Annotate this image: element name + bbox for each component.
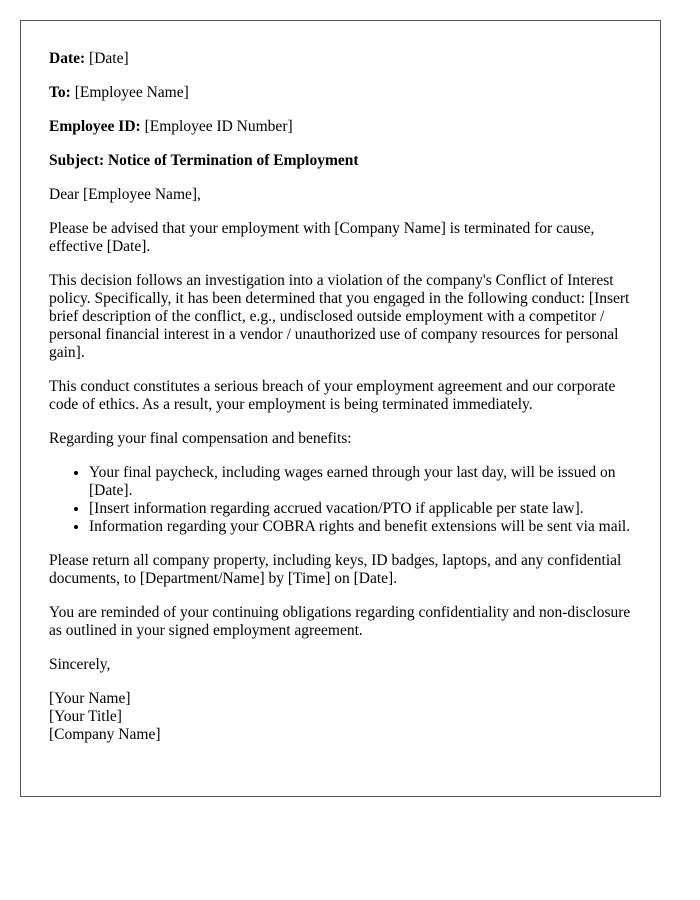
obligations-paragraph: You are reminded of your continuing obligations regarding confidentiality and non-disclosure as outlined in your signed employment agreement. bbox=[49, 604, 631, 639]
compensation-intro: Regarding your final compensation and benefits: bbox=[49, 430, 352, 447]
signature-block bbox=[49, 690, 632, 744]
list-item: • Your final paycheck, including wages earned through your last day, will be issued on [Date]. bbox=[89, 464, 632, 500]
employee-id-line: Employee ID: [Employee ID Number] bbox=[49, 118, 293, 135]
valediction: Sincerely, bbox=[49, 656, 111, 673]
list-item: • Information regarding your COBRA rights and benefit extensions will be sent via mail. bbox=[89, 518, 632, 536]
date-line: Date: [Date] bbox=[49, 50, 129, 67]
signer-name: [Your Name] bbox=[49, 690, 131, 707]
breach-paragraph: This conduct constitutes a serious breach of your employment agreement and our corporate code of ethics. As a result, your employment is being terminated immediately. bbox=[49, 378, 616, 413]
compensation-list bbox=[49, 464, 632, 536]
signer-company: [Company Name] bbox=[49, 726, 161, 743]
recipient-line: To: [Employee Name] bbox=[49, 84, 189, 101]
property-return-paragraph: Please return all company property, including keys, ID badges, laptops, and any confidential documents, to [Department/Name] by [Time] on [Date]. bbox=[49, 552, 622, 587]
subject-line: Subject: Notice of Termination of Employment bbox=[49, 152, 359, 169]
signer-title: [Your Title] bbox=[49, 708, 122, 725]
termination-paragraph: Please be advised that your employment with [Company Name] is terminated for cause, effective [Date]. bbox=[49, 220, 595, 255]
termination-letter bbox=[20, 20, 661, 797]
investigation-paragraph: This decision follows an investigation into a violation of the company's Conflict of Interest policy. Specifically, it has been determined that you engaged in the following conduct: [Insert brief description of the conflict, e.g., undisclosed outside employment with a competitor / personal financial interest in a vendor / unauthorized use of company resources for personal gain]. bbox=[49, 272, 630, 361]
salutation: Dear [Employee Name], bbox=[49, 186, 201, 203]
list-item: • [Insert information regarding accrued vacation/PTO if applicable per state law]. bbox=[89, 500, 632, 518]
